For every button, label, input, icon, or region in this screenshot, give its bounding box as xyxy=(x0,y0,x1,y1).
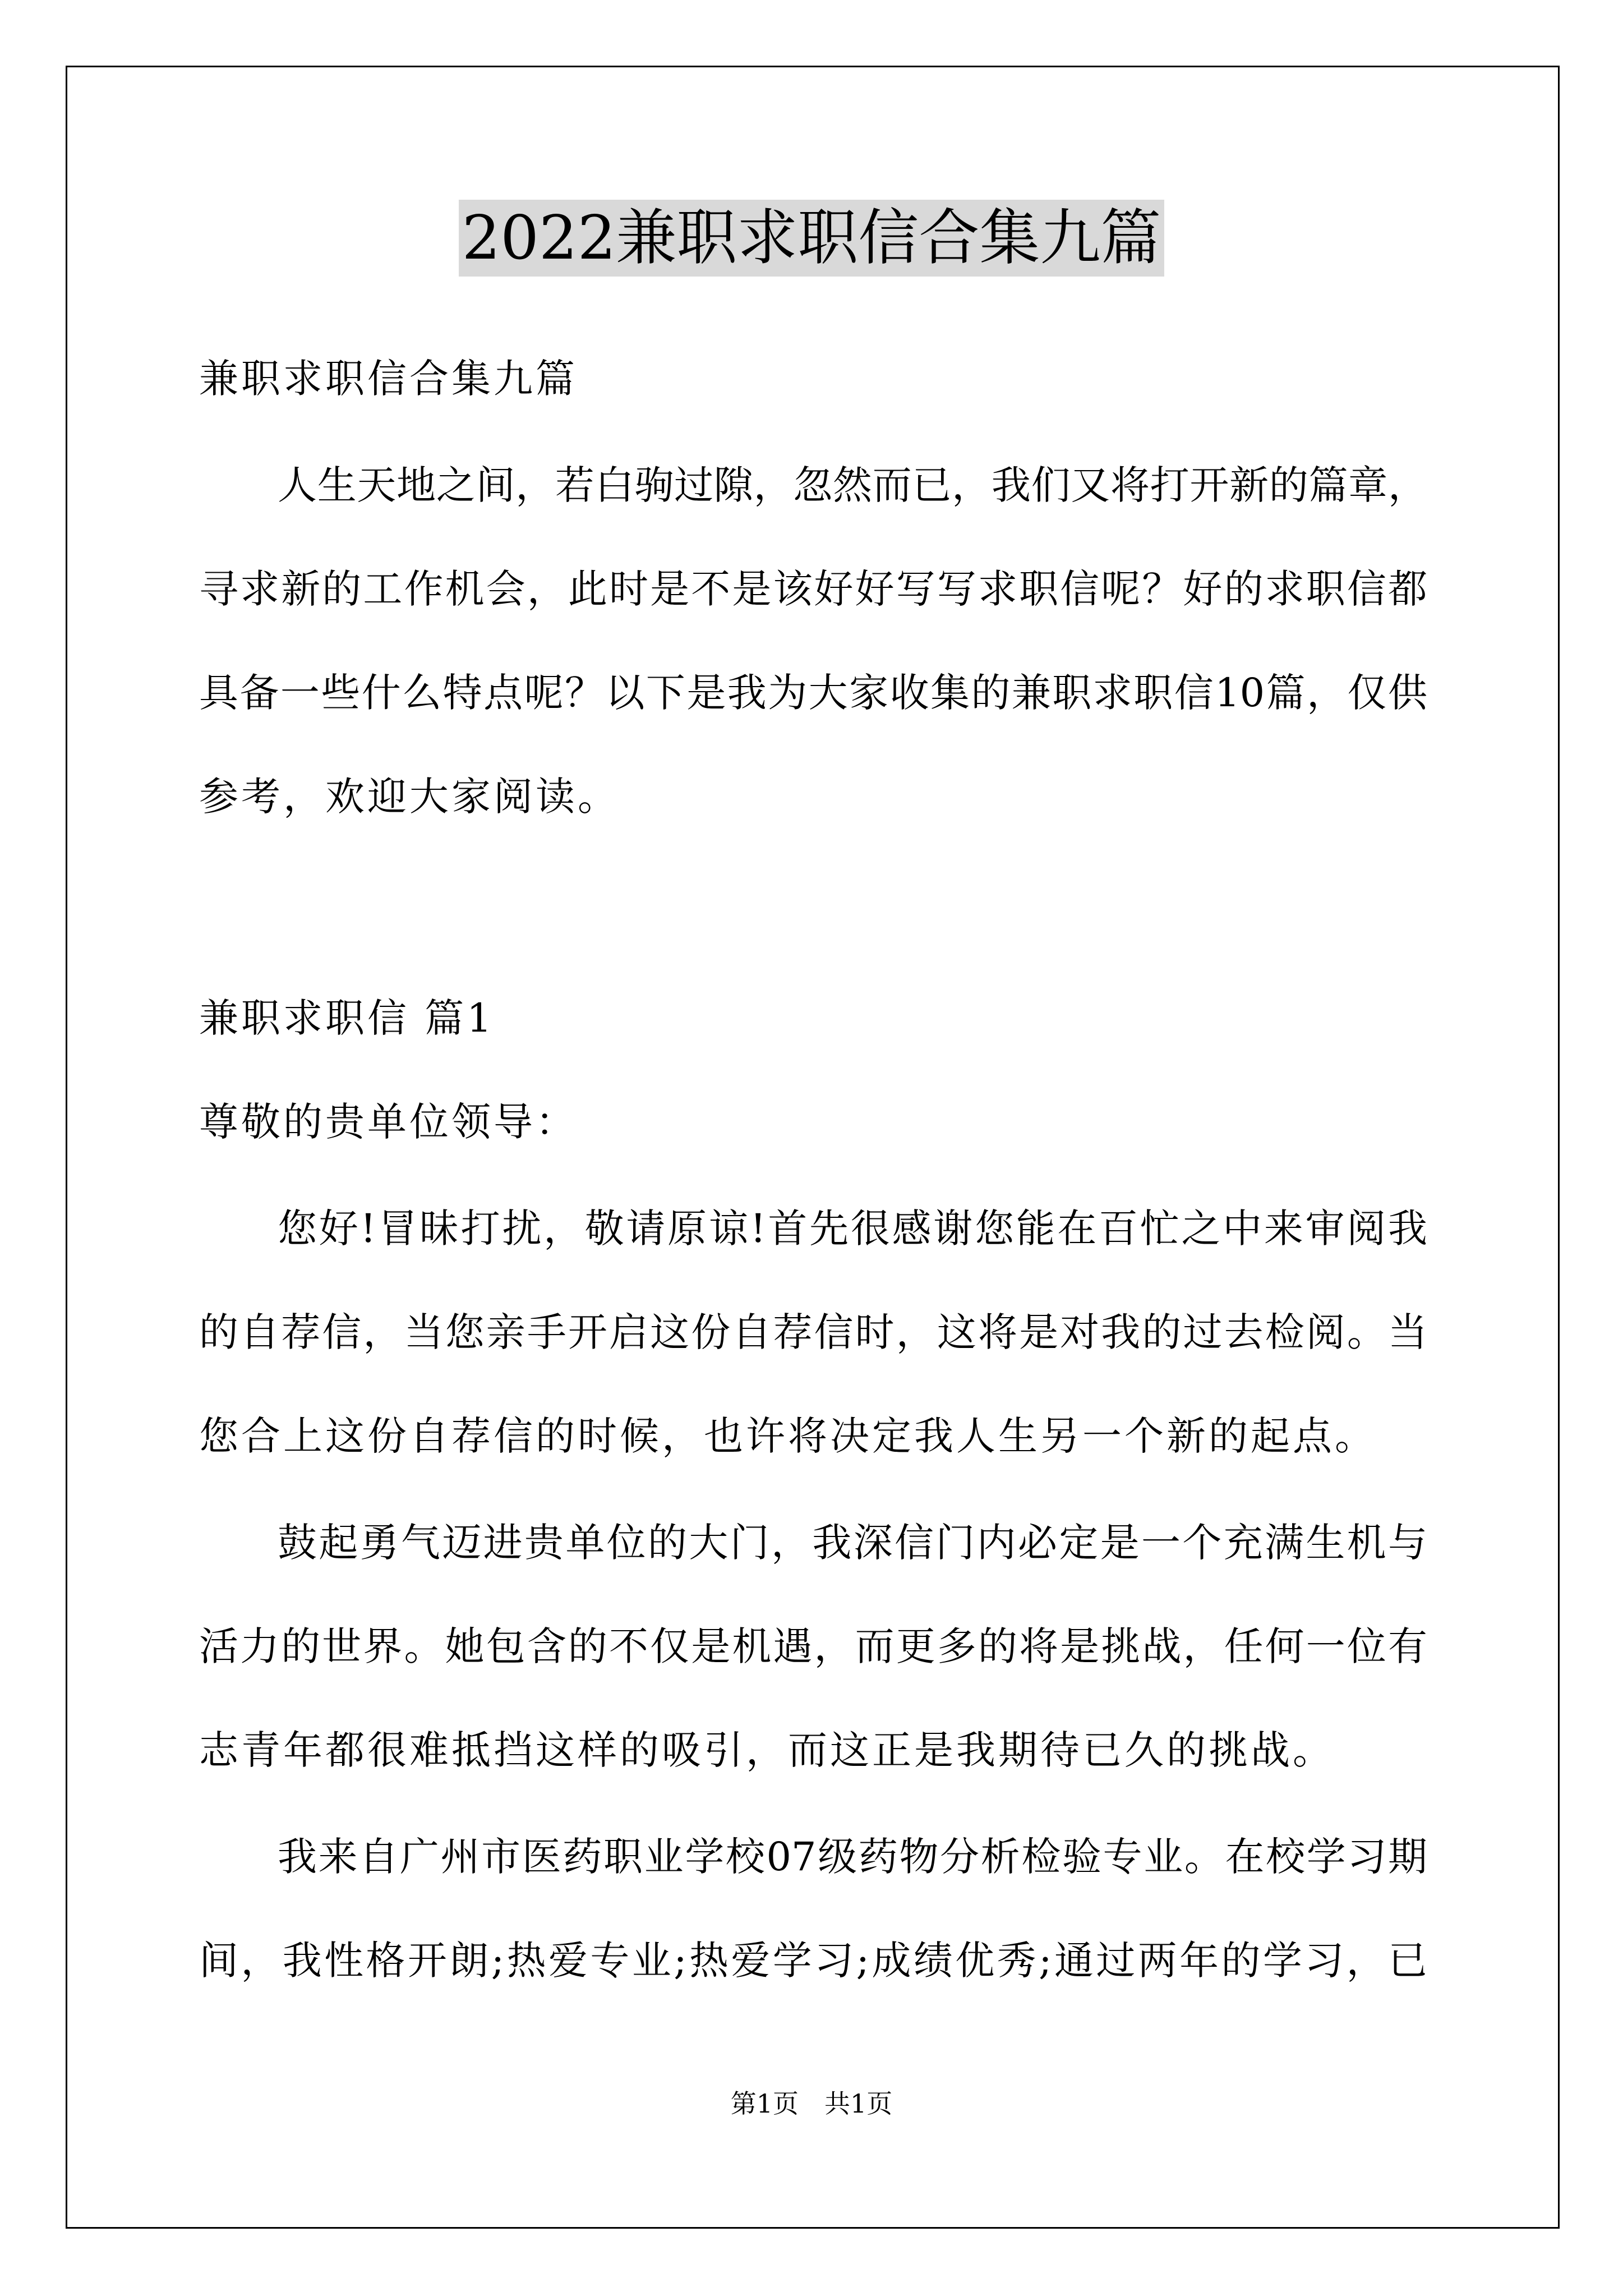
paragraph-line: 间，我性格开朗;热爱专业;热爱学习;成绩优秀;通过两年的学习，已 xyxy=(199,1938,1427,1984)
intro-line: 寻求新的工作机会，此时是不是该好好写写求职信呢？好的求职信都 xyxy=(199,566,1427,612)
subtitle: 兼职求职信合集九篇 xyxy=(199,356,578,402)
document-title-text: 2022兼职求职信合集九篇 xyxy=(459,200,1165,277)
intro-line: 具备一些什么特点呢？以下是我为大家收集的兼职求职信10篇，仅供 xyxy=(199,670,1427,716)
paragraph-line: 我来自广州市医药职业学校07级药物分析检验专业。在校学习期 xyxy=(278,1834,1427,1880)
salutation: 尊敬的贵单位领导： xyxy=(199,1099,578,1145)
document-title xyxy=(0,202,1623,275)
paragraph-line: 的自荐信，当您亲手开启这份自荐信时，这将是对我的过去检阅。当 xyxy=(199,1309,1427,1355)
paragraph-line: 鼓起勇气迈进贵单位的大门，我深信门内必定是一个充满生机与 xyxy=(278,1520,1427,1566)
page-footer: 第1页 共1页 xyxy=(730,2088,893,2119)
intro-line: 人生天地之间，若白驹过隙，忽然而已，我们又将打开新的篇章， xyxy=(278,462,1427,508)
section-heading: 兼职求职信 篇1 xyxy=(199,995,495,1041)
intro-line: 参考，欢迎大家阅读。 xyxy=(199,774,620,820)
paragraph-line: 您合上这份自荐信的时候，也许将决定我人生另一个新的起点。 xyxy=(199,1413,1377,1459)
paragraph-line: 您好!冒昧打扰，敬请原谅!首先很感谢您能在百忙之中来审阅我 xyxy=(278,1205,1427,1251)
paragraph-line: 志青年都很难抵挡这样的吸引，而这正是我期待已久的挑战。 xyxy=(199,1727,1335,1773)
paragraph-line: 活力的世界。她包含的不仅是机遇，而更多的将是挑战，任何一位有 xyxy=(199,1623,1427,1669)
